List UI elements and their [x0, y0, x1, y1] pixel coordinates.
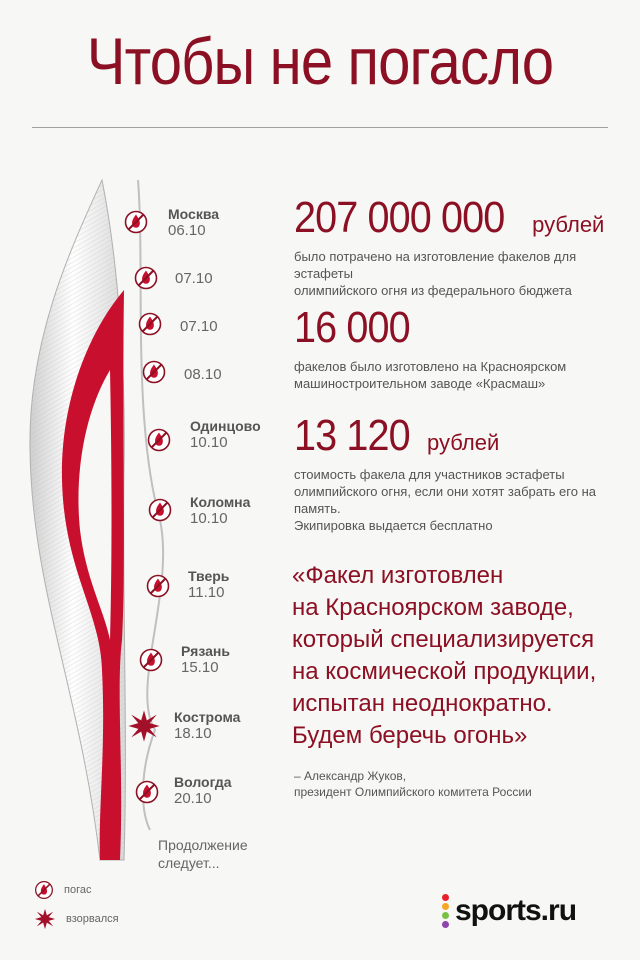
extinguished-icon — [147, 428, 171, 452]
legend-extinguished: погас — [34, 880, 91, 900]
logo-dots — [442, 894, 449, 928]
extinguished-icon — [139, 648, 163, 672]
stat-description: факелов было изготовлено на Красноярском машиностроительном заводе «Красмаш» — [294, 359, 567, 391]
stat-description: было потрачено на изготовление факелов для эстафеты олимпийского огня из федерального бюджета — [294, 249, 577, 298]
extinguished-icon — [142, 360, 166, 384]
stop-date: 07.10 — [175, 270, 213, 287]
extinguished-icon — [134, 266, 158, 290]
stop-date: 10.10 — [190, 510, 228, 527]
stat-torch-price — [294, 411, 614, 534]
stop-date: 11.10 — [188, 584, 225, 601]
stat-description: стоимость факела для участников эстафеты олимпийского огня, если они хотят забрать его на память. Экипировка выдается бесплатно — [294, 467, 596, 533]
route-stop — [184, 366, 222, 383]
extinguished-icon — [135, 780, 159, 804]
route-stop — [190, 418, 261, 451]
quote: «Факел изготовлен на Красноярском заводе, который специализируется на космической продукции, испытан неоднократно. Будем беречь огонь» — [292, 562, 597, 749]
stop-city: Рязань — [181, 643, 230, 659]
page-title: Чтобы не погасло — [86, 24, 554, 98]
extinguished-icon — [34, 880, 54, 900]
extinguished-icon — [148, 498, 172, 522]
stop-date: 07.10 — [180, 318, 218, 335]
route-stop — [175, 270, 213, 287]
stop-date: 08.10 — [184, 366, 222, 383]
extinguished-icon — [138, 312, 162, 336]
legend-exploded: взорвался — [34, 908, 119, 930]
stop-date: 20.10 — [174, 790, 212, 807]
route-stop — [174, 774, 232, 807]
stat-unit: рублей — [532, 212, 605, 237]
stop-city: Кострома — [174, 709, 241, 725]
stop-city: Вологда — [174, 774, 232, 790]
stat-number: 207 000 000 — [294, 193, 505, 242]
stop-city: Москва — [168, 206, 220, 222]
continue-note: Продолжение следует... — [158, 837, 248, 871]
extinguished-icon — [146, 574, 170, 598]
route-stop — [181, 643, 230, 676]
quote-author: – Александр Жуков, президент Олимпийского комитета России — [294, 769, 532, 799]
stop-city: Одинцово — [190, 418, 261, 434]
stat-budget — [294, 193, 614, 299]
route-stop — [168, 206, 219, 239]
title-divider — [32, 127, 608, 128]
route-stop — [190, 494, 250, 527]
stat-number: 16 000 — [294, 303, 410, 352]
stat-number: 13 120 — [294, 411, 410, 460]
stop-date: 15.10 — [181, 659, 219, 676]
sports-ru-logo: sports.ru — [442, 894, 576, 928]
route-stop — [180, 318, 218, 335]
extinguished-icon — [124, 210, 148, 234]
stop-date: 10.10 — [190, 434, 228, 451]
stop-date: 06.10 — [168, 222, 206, 239]
stat-torch-count — [294, 303, 614, 392]
route-stop — [174, 709, 240, 742]
stat-unit: рублей — [427, 430, 500, 455]
explosion-icon — [127, 709, 161, 743]
route-stop — [188, 568, 229, 601]
stop-city: Тверь — [188, 568, 230, 584]
explosion-icon — [34, 908, 56, 930]
stop-date: 18.10 — [174, 725, 212, 742]
stop-city: Коломна — [190, 494, 251, 510]
